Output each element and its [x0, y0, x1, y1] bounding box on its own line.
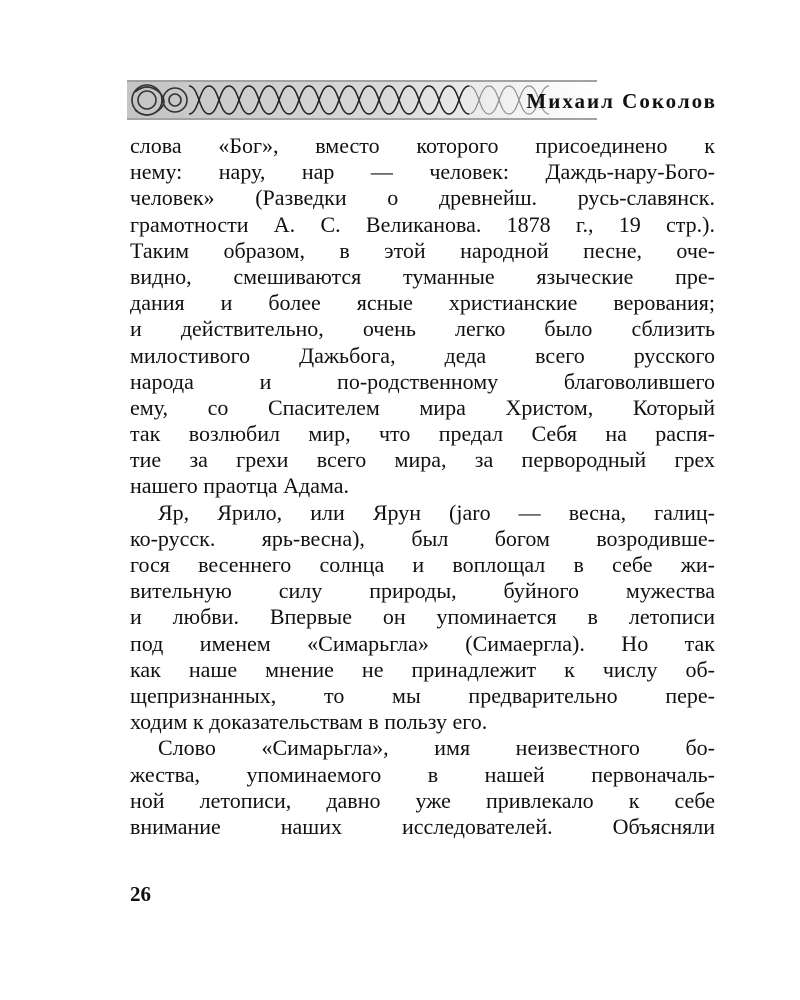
text-line: Слово «Симарьгла», имя неизвестного бо-	[158, 735, 715, 761]
paragraph	[130, 133, 715, 500]
text-line: видно, смешиваются туманные языческие пре-	[130, 263, 715, 289]
text-line: жества, упоминаемого в нашей первоначаль-	[130, 761, 715, 787]
text-line: милостивого Дажьбога, деда всего русского	[130, 342, 715, 368]
text-line: тие за грехи всего мира, за первородный грех	[130, 447, 715, 473]
text-line: внимание наших исследователей. Объясняли	[130, 813, 715, 839]
text-line: вительную силу природы, буйного мужества	[130, 578, 715, 604]
paragraph	[130, 500, 715, 736]
text-line: нему: нару, нар — человек: Даждь-нару-Бого-	[130, 159, 715, 185]
text-line: ко-русск. ярь-весна), был богом возродивше-	[130, 525, 715, 551]
text-line: ходим к доказательствам в пользу его.	[130, 709, 488, 735]
text-line: под именем «Симарьгла» (Симаергла). Но так	[130, 630, 715, 656]
text-line: щепризнанных, то мы предварительно пере-	[130, 682, 715, 708]
text-line: грамотности А. С. Великанова. 1878 г., 19 стр.).	[130, 211, 715, 237]
page-body-text	[130, 133, 715, 840]
text-line: Яр, Ярило, или Ярун (jaro — весна, галиц-	[158, 499, 715, 525]
text-line: народа и по-родственному благоволившего	[130, 368, 715, 394]
author-name: Михаил Соколов	[526, 89, 717, 113]
page-number: 26	[130, 882, 151, 906]
text-line: как наше мнение не принадлежит к числу об-	[130, 656, 715, 682]
text-line: слова «Бог», вместо которого присоединено к	[130, 133, 715, 158]
text-line: гося весеннего солнца и воплощал в себе жи-	[130, 552, 715, 577]
text-line: дания и более ясные христианские верования;	[130, 290, 715, 316]
text-line: Таким образом, в этой народной песне, оче-	[130, 237, 715, 263]
text-line: и любви. Впервые он упоминается в летописи	[130, 604, 715, 630]
text-line: человек» (Разведки о древнейш. русь-славянск.	[130, 185, 715, 211]
text-line: нашего праотца Адама.	[130, 473, 350, 499]
paragraph	[130, 735, 715, 840]
running-header	[127, 78, 717, 122]
text-line: ной летописи, давно уже привлекало к себе	[130, 787, 715, 813]
text-line: ему, со Спасителем мира Христом, Который	[130, 394, 715, 420]
text-line: и действительно, очень легко было сблизить	[130, 316, 715, 342]
text-line: так возлюбил мир, что предал Себя на распя-	[130, 421, 715, 447]
